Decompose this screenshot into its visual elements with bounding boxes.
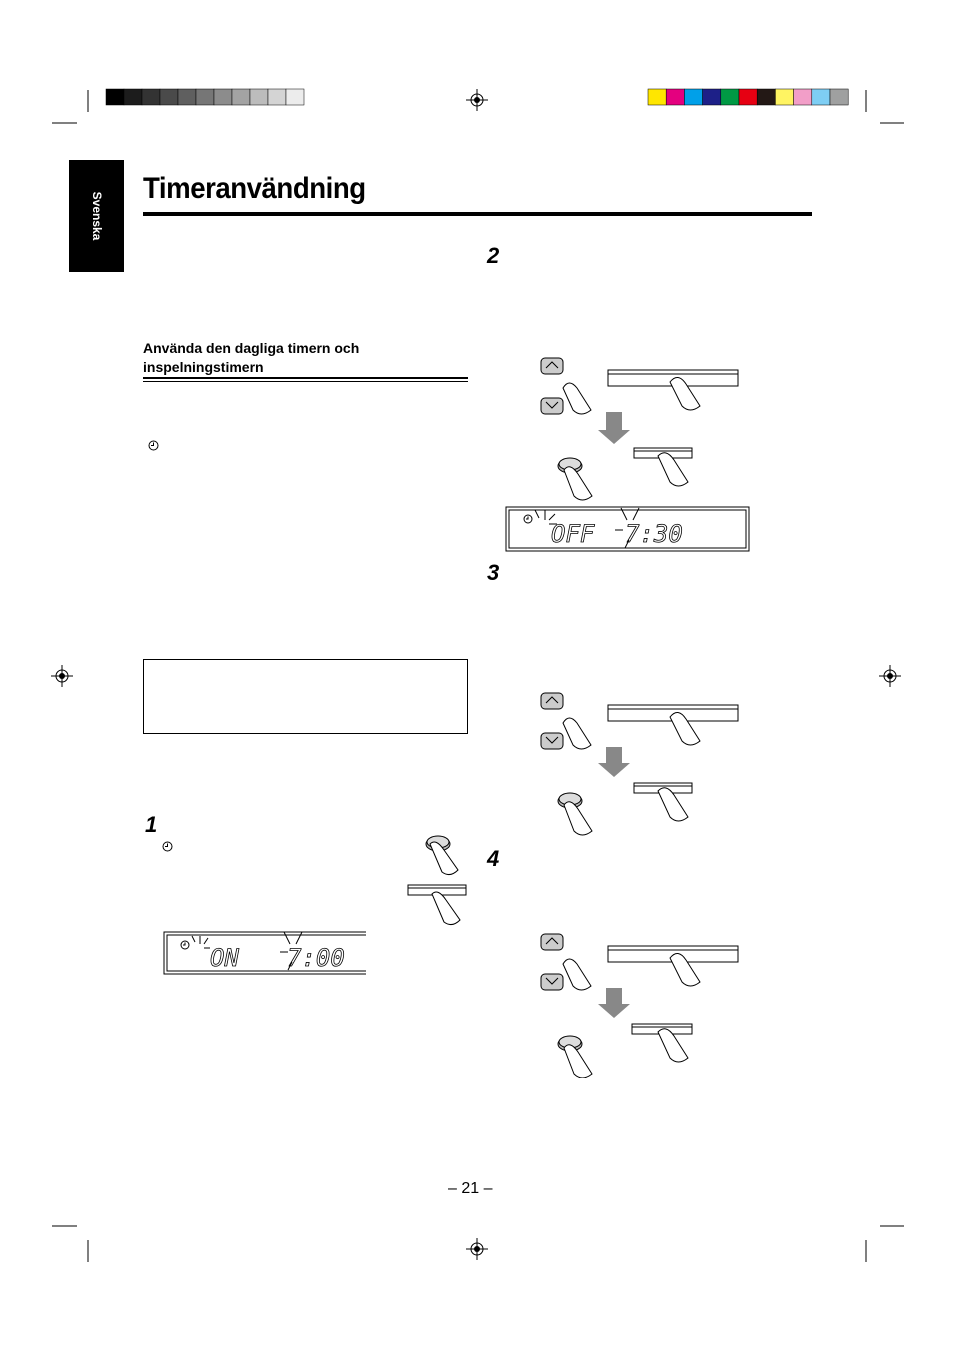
down-button-icon xyxy=(541,398,563,414)
display-time: 7:00 xyxy=(287,944,345,972)
page-number: – 21 – xyxy=(448,1180,493,1197)
step-number: 4 xyxy=(487,846,500,871)
display-left-text: ON xyxy=(210,944,239,972)
calibration-swatch xyxy=(286,89,304,105)
section-heading xyxy=(143,339,468,377)
display-panel xyxy=(162,930,368,976)
calibration-swatch xyxy=(160,89,178,105)
calibration-swatch xyxy=(775,89,793,105)
step1-illustration xyxy=(400,830,470,940)
registration-mark-icon xyxy=(466,1238,488,1260)
section-heading-rule xyxy=(143,381,468,382)
registration-mark-icon xyxy=(51,665,73,687)
calibration-swatch xyxy=(268,89,286,105)
page-title: Timeranvändning xyxy=(143,172,366,205)
calibration-swatch xyxy=(178,89,196,105)
calibration-swatch xyxy=(124,89,142,105)
display-left-text: OFF xyxy=(551,520,595,548)
calibration-swatch xyxy=(812,89,830,105)
display-panel xyxy=(505,506,750,552)
down-button-icon xyxy=(541,733,563,749)
calibration-swatch xyxy=(757,89,775,105)
section-heading-line2: inspelningstimern xyxy=(143,359,264,375)
up-button-icon xyxy=(541,358,563,374)
step4-illustration xyxy=(530,928,755,1078)
down-arrow-icon xyxy=(598,412,630,444)
note-box xyxy=(143,659,468,734)
calibration-swatch xyxy=(794,89,812,105)
step-number: 1 xyxy=(145,812,158,837)
section-heading-line1: Använda den dagliga timern och xyxy=(143,340,360,356)
calibration-swatch xyxy=(721,89,739,105)
step3-illustration xyxy=(530,687,755,837)
section-heading-rule xyxy=(143,377,468,379)
flash-rays xyxy=(192,936,210,948)
down-arrow-icon xyxy=(598,988,630,1018)
hand-pointer-icon xyxy=(563,383,591,414)
registration-mark-icon xyxy=(466,89,488,111)
hand-pointer-icon xyxy=(563,718,591,749)
calibration-swatch xyxy=(196,89,214,105)
calibration-swatch xyxy=(142,89,160,105)
calibration-swatch xyxy=(684,89,702,105)
calibration-swatch xyxy=(703,89,721,105)
down-arrow-icon xyxy=(598,747,630,777)
calibration-swatch xyxy=(214,89,232,105)
calibration-swatch xyxy=(739,89,757,105)
language-tab xyxy=(69,160,124,272)
up-button-icon xyxy=(541,934,563,950)
display-time: 7:30 xyxy=(625,520,683,548)
calibration-swatch xyxy=(830,89,848,105)
color-calibration-bar xyxy=(648,89,848,105)
language-tab-label: Svenska xyxy=(89,191,104,241)
calibration-swatch xyxy=(666,89,684,105)
gray-calibration-bar xyxy=(106,89,304,105)
up-button-icon xyxy=(541,693,563,709)
step-number: 3 xyxy=(487,560,500,585)
calibration-swatch xyxy=(106,89,124,105)
hand-pointer-icon xyxy=(563,959,591,990)
registration-mark-icon xyxy=(879,665,901,687)
clock-icon xyxy=(181,941,189,949)
down-button-icon xyxy=(541,974,563,990)
calibration-swatch xyxy=(250,89,268,105)
calibration-swatch xyxy=(648,89,666,105)
clock-icon xyxy=(148,440,159,451)
title-rule xyxy=(143,212,812,216)
hand-pointer-icon xyxy=(432,892,460,925)
calibration-swatch xyxy=(232,89,250,105)
step-number: 2 xyxy=(487,243,500,268)
clock-icon xyxy=(162,841,173,852)
